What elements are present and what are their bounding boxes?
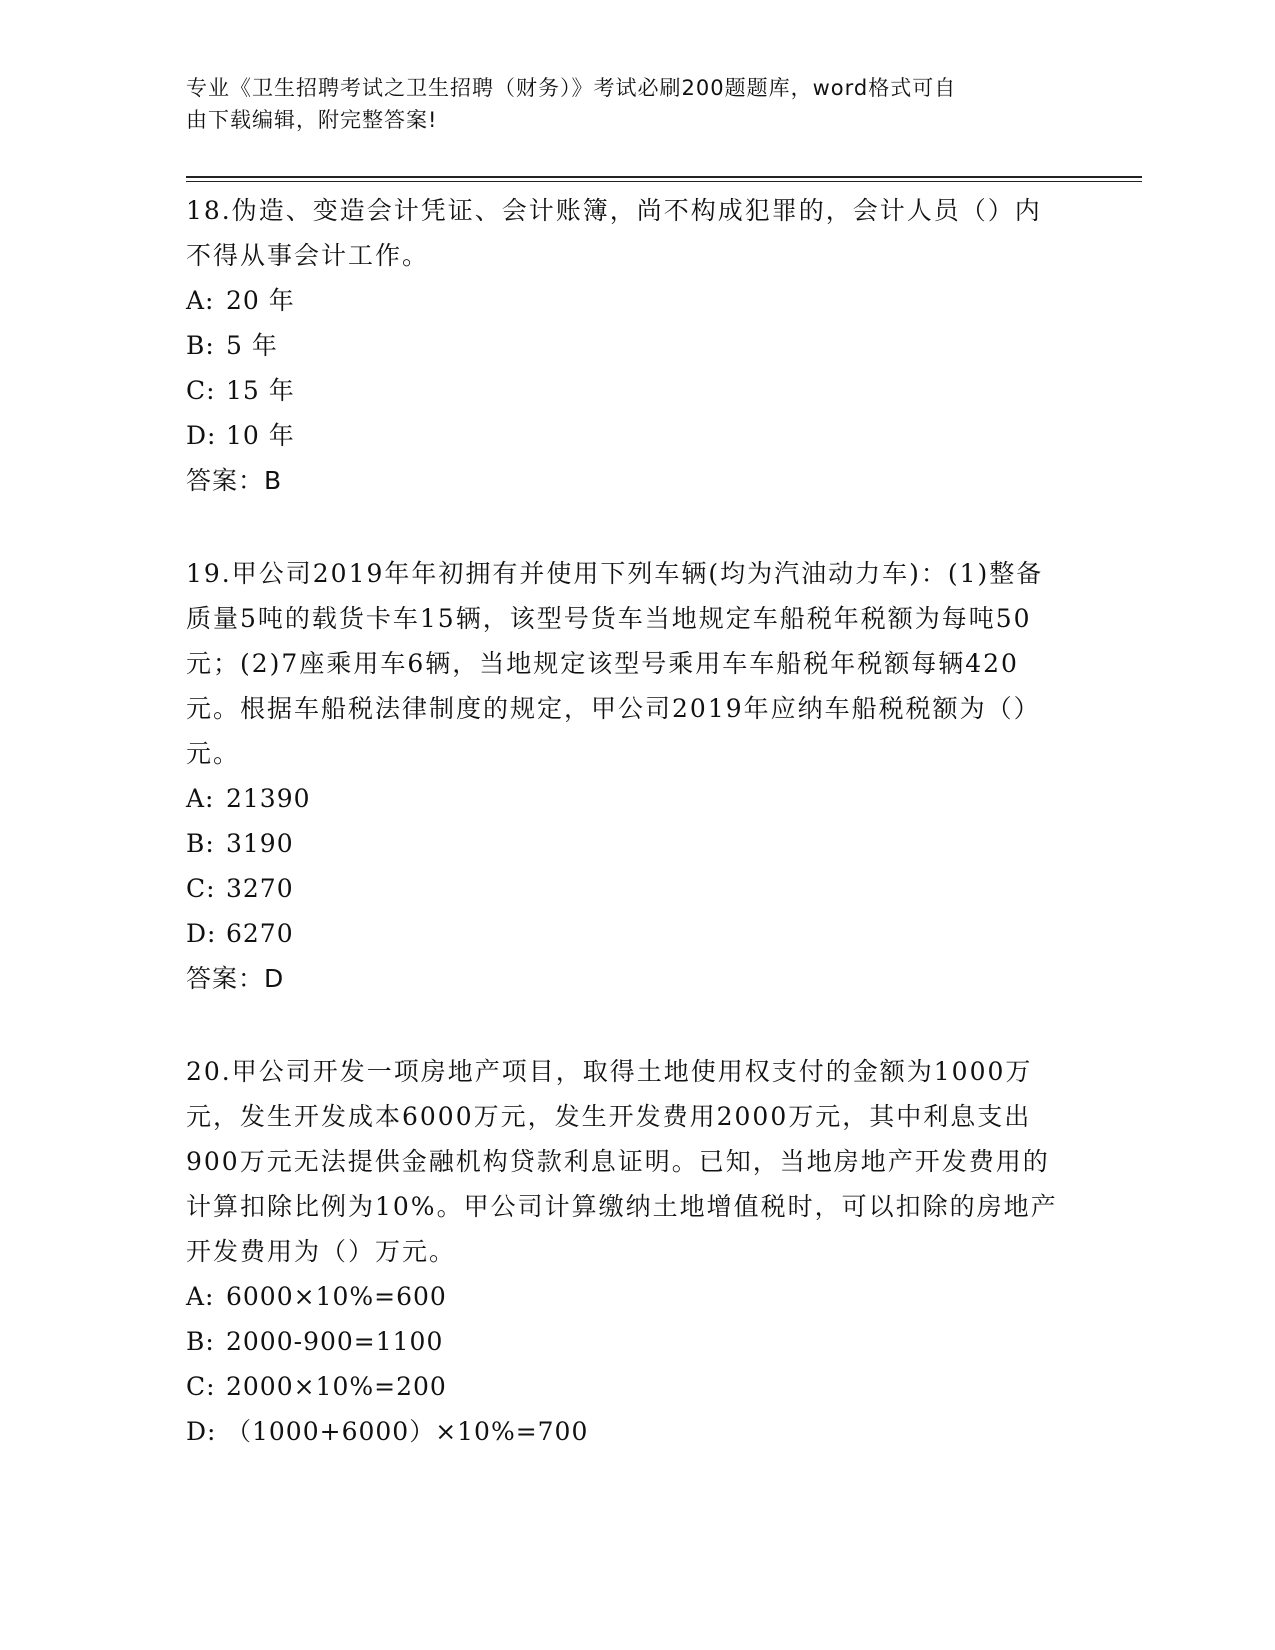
option-a — [186, 278, 1066, 323]
option-text: 3270 — [226, 874, 294, 903]
option-d — [186, 413, 1066, 458]
header-divider-thick — [186, 176, 1142, 178]
option-a — [186, 1274, 1066, 1319]
question-stem: 20.甲公司开发一项房地产项目，取得土地使用权支付的金额为1000万元，发生开发成本6000万元，发生开发费用2000万元，其中利息支出900万元无法提供金融机构贷款利息证明。已知，当地房地产开发费用的计算扣除比例为10%。甲公司计算缴纳土地增值税时，可以扣除的房地产开发费用为（）万元。 — [186, 1057, 1058, 1266]
question-18 — [186, 188, 1066, 503]
option-text: 21390 — [226, 784, 311, 813]
question-list — [186, 188, 1066, 1502]
option-a — [186, 776, 1066, 821]
option-text: 6270 — [226, 919, 294, 948]
option-text: 6000×10%=600 — [226, 1282, 447, 1311]
answer-line: 答案：D — [186, 964, 285, 993]
option-letter: B: — [186, 331, 215, 360]
document-header — [186, 72, 1066, 136]
option-text: 15 年 — [226, 376, 295, 405]
option-b — [186, 821, 1066, 866]
header-line-2: 由下载编辑，附完整答案! — [186, 108, 438, 132]
option-letter: B: — [186, 1327, 215, 1356]
header-line-1: 专业《卫生招聘考试之卫生招聘（财务）》考试必刷200题题库，word格式可自 — [186, 76, 957, 100]
option-letter: D: — [186, 1417, 217, 1446]
option-d — [186, 1409, 1066, 1454]
option-text: 3190 — [226, 829, 294, 858]
answer-line: 答案：B — [186, 466, 283, 495]
option-letter: A: — [186, 784, 215, 813]
option-c — [186, 1364, 1066, 1409]
option-letter: C: — [186, 874, 216, 903]
header-divider-thin — [186, 181, 1142, 182]
option-text: （1000+6000）×10%=700 — [226, 1417, 589, 1446]
question-stem: 18.伪造、变造会计凭证、会计账簿，尚不构成犯罪的，会计人员（）内不得从事会计工作。 — [186, 196, 1042, 270]
question-20 — [186, 1049, 1066, 1454]
option-b — [186, 323, 1066, 368]
option-letter: A: — [186, 286, 215, 315]
option-text: 20 年 — [226, 286, 295, 315]
option-letter: B: — [186, 829, 215, 858]
option-letter: A: — [186, 1282, 215, 1311]
option-letter: D: — [186, 421, 217, 450]
option-letter: C: — [186, 376, 216, 405]
option-b — [186, 1319, 1066, 1364]
question-stem: 19.甲公司2019年年初拥有并使用下列车辆(均为汽油动力车)：(1)整备质量5吨的载货卡车15辆，该型号货车当地规定车船税年税额为每吨50元；(2)7座乘用车6辆，当地规定该型号乘用车车船税年税额每辆420元。根据车船税法律制度的规定，甲公司2019年应纳车船税税额为（）元。 — [186, 559, 1044, 768]
option-letter: D: — [186, 919, 217, 948]
option-text: 2000×10%=200 — [226, 1372, 447, 1401]
option-d — [186, 911, 1066, 956]
option-c — [186, 368, 1066, 413]
question-19 — [186, 551, 1066, 1001]
option-letter: C: — [186, 1372, 216, 1401]
option-text: 10 年 — [226, 421, 295, 450]
option-c — [186, 866, 1066, 911]
option-text: 5 年 — [226, 331, 278, 360]
option-text: 2000-900=1100 — [226, 1327, 444, 1356]
